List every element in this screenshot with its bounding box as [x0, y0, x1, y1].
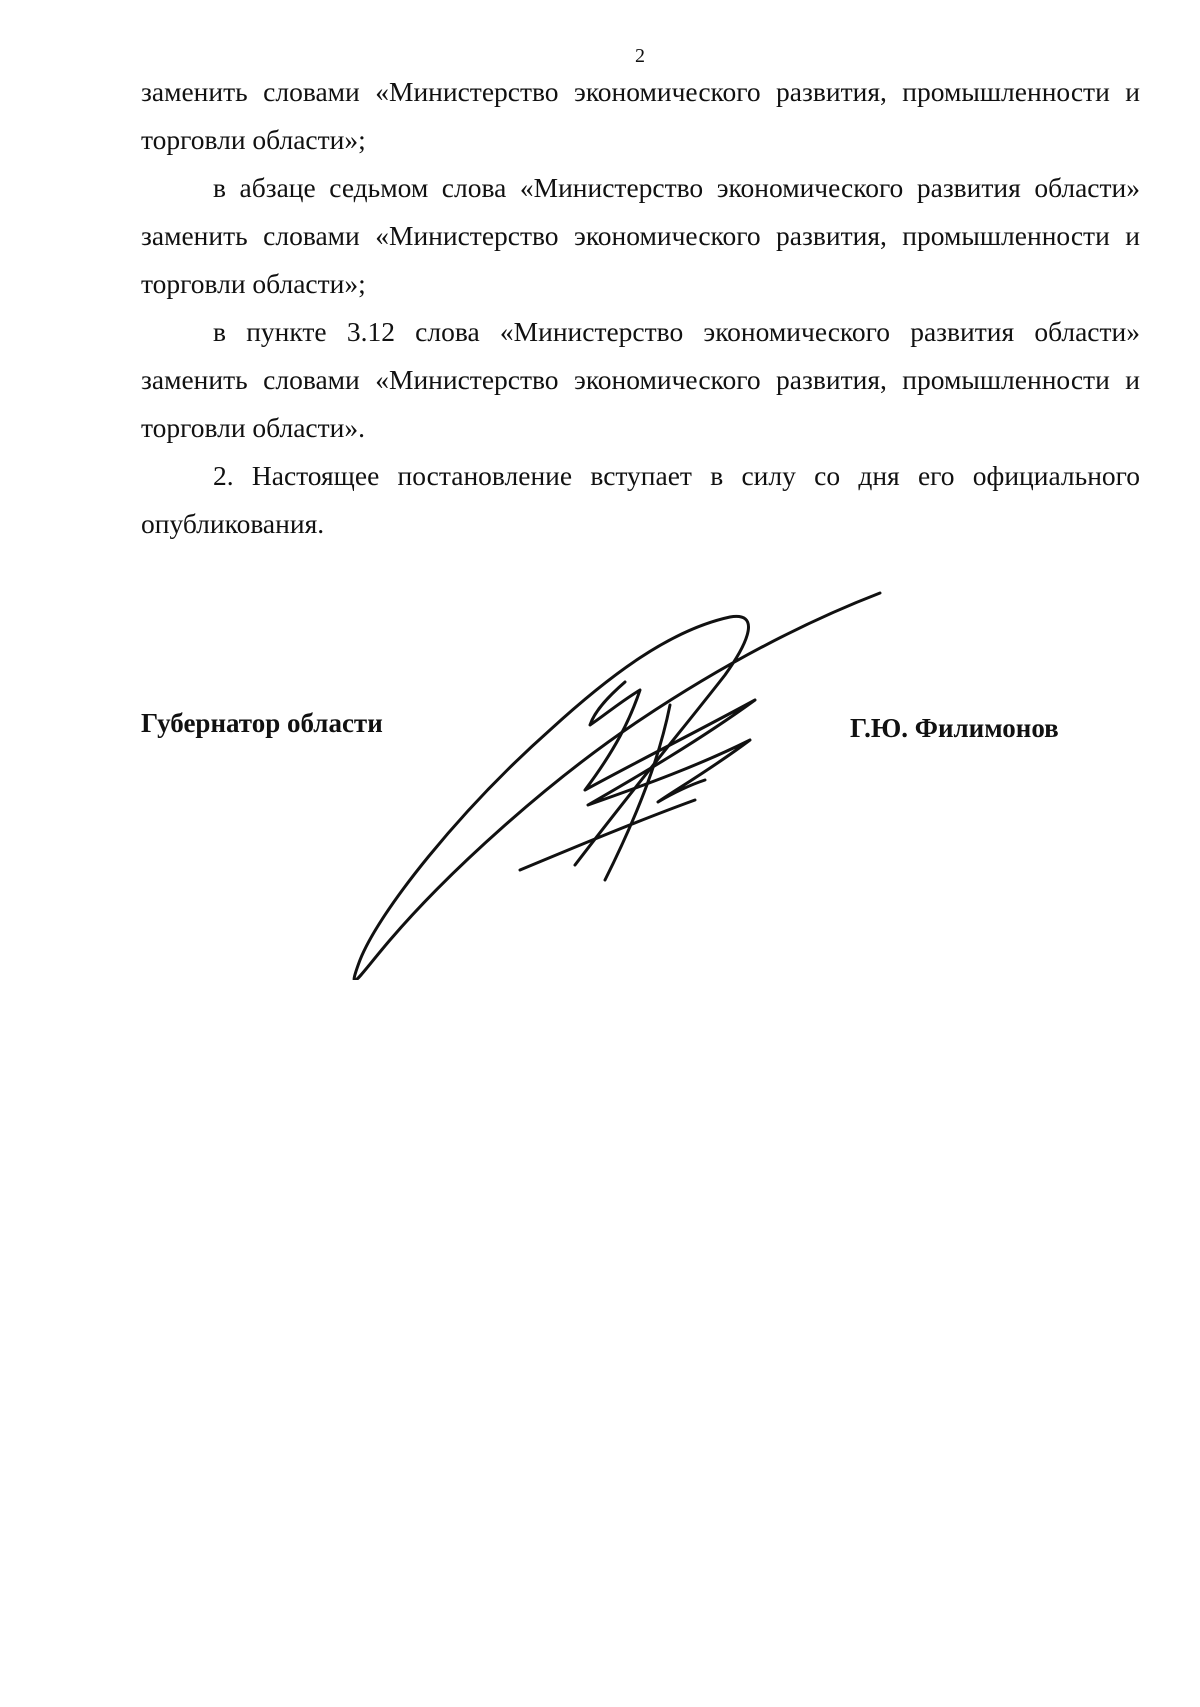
- paragraph-effective-date: 2. Настоящее постановление вступает в силу со дня его официального опубликования.: [141, 460, 1140, 539]
- paragraph-abzac-seventh: в абзаце седьмом слова «Министерство экономического развития области» заменить словами «Министерство экономического развития, промышленности и торговли области»;: [141, 172, 1140, 299]
- signatory-position: Губернатор области: [141, 708, 383, 738]
- paragraph-punkt-3-12: в пункте 3.12 слова «Министерство экономического развития области» заменить словами «Министерство экономического развития, промышленности и торговли области».: [141, 316, 1140, 443]
- signatory-name: Г.Ю. Филимонов: [850, 713, 1059, 743]
- page-number: 2: [635, 45, 645, 67]
- paragraph-continuation: заменить словами «Министерство экономического развития, промышленности и торговли области»;: [141, 76, 1140, 155]
- document-body: [141, 68, 1140, 548]
- handwritten-signature: [340, 580, 900, 980]
